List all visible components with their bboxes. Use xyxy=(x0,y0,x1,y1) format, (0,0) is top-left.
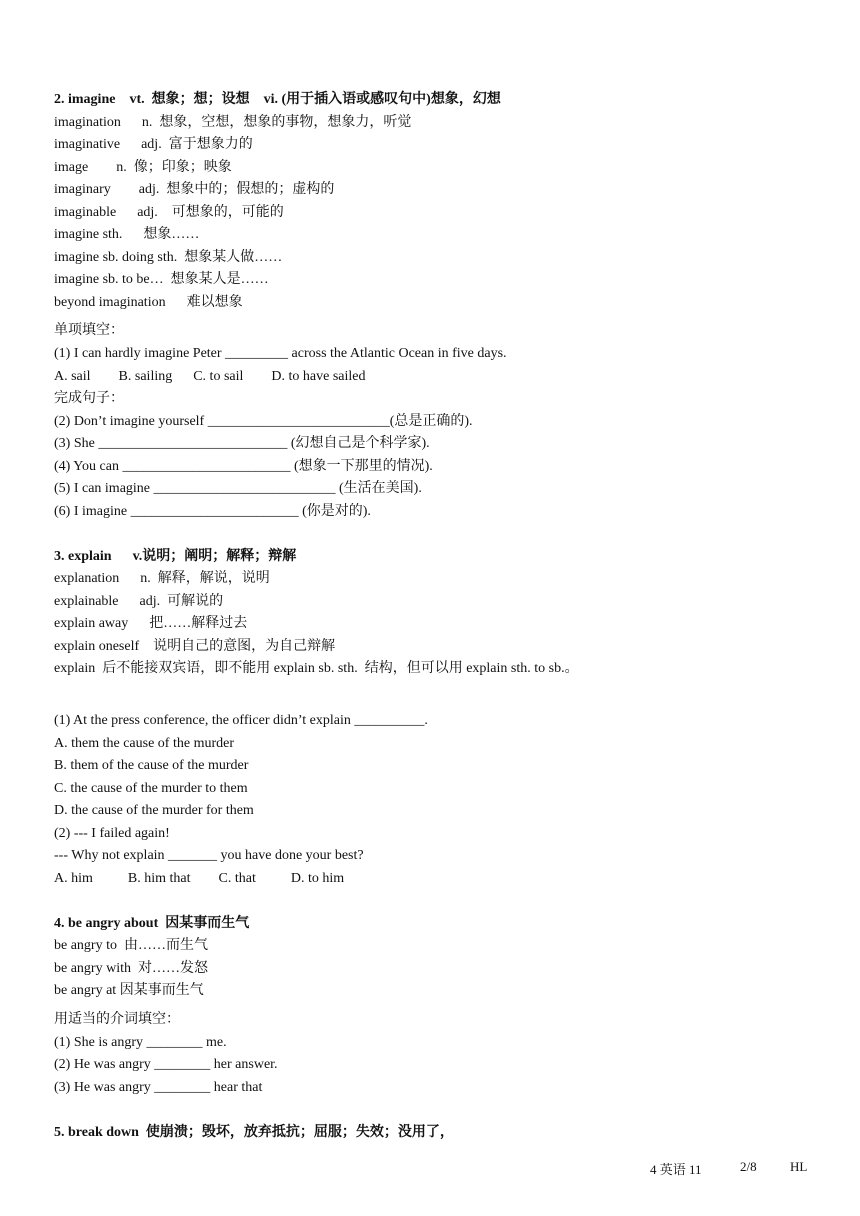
exercise-question: (6) I imagine ________________________ (你是对的). xyxy=(54,504,371,519)
exercise-question: (4) You can ________________________ (想象一下那里的情况). xyxy=(54,459,433,474)
exercise-options: A. sail B. sailing C. to sail D. to have sailed xyxy=(54,369,366,384)
exercise-option: D. the cause of the murder for them xyxy=(54,803,254,818)
exercise-question: (3) He was angry ________ hear that xyxy=(54,1080,263,1095)
footer-doc-label: 4 英语 11 xyxy=(650,1162,702,1177)
vocab-line: imaginable adj. 可想象的，可能的 xyxy=(54,205,284,220)
section-heading: 3. explain v.说明；阐明；解释；辩解 xyxy=(54,549,297,564)
phrase-line: be angry with 对……发怒 xyxy=(54,961,208,976)
phrase-line: be angry to 由……而生气 xyxy=(54,938,208,953)
vocab-line: explainable adj. 可解说的 xyxy=(54,594,224,609)
vocab-line: imagination n. 想象，空想，想象的事物，想象力，听觉 xyxy=(54,115,412,130)
exercise-heading: 完成句子： xyxy=(54,391,124,406)
vocab-line: imaginary adj. 想象中的；假想的；虚构的 xyxy=(54,182,335,197)
section-heading: 5. break down 使崩溃；毁坏，放弃抵抗；屈服；失效；没用了， xyxy=(54,1125,454,1140)
exercise-option: C. the cause of the murder to them xyxy=(54,781,248,796)
phrase-line: be angry at 因某事而生气 xyxy=(54,983,204,998)
exercise-question: (5) I can imagine __________________________ (生活在美国). xyxy=(54,481,422,496)
page-number: 2/8 xyxy=(740,1159,757,1174)
exercise-question: --- Why not explain _______ you have done your best? xyxy=(54,848,364,863)
exercise-question: (2) He was angry ________ her answer. xyxy=(54,1057,278,1072)
phrase-line: explain oneself 说明自己的意图，为自己辩解 xyxy=(54,639,336,654)
vocab-line: imaginative adj. 富于想象力的 xyxy=(54,137,253,152)
exercise-options: A. him B. him that C. that D. to him xyxy=(54,871,345,886)
exercise-question: (1) At the press conference, the officer didn’t explain __________. xyxy=(54,713,428,728)
exercise-heading: 单项填空： xyxy=(54,323,124,338)
exercise-option: B. them of the cause of the murder xyxy=(54,758,249,773)
phrase-line: imagine sth. 想象…… xyxy=(54,227,200,242)
vocab-line: explanation n. 解释，解说，说明 xyxy=(54,571,270,586)
exercise-question: (3) She ___________________________ (幻想自己是个科学家). xyxy=(54,436,430,451)
exercise-question: (1) She is angry ________ me. xyxy=(54,1035,227,1050)
exercise-heading: 用适当的介词填空： xyxy=(54,1012,180,1027)
exercise-option: A. them the cause of the murder xyxy=(54,736,234,751)
exercise-question: (2) Don’t imagine yourself __________________________(总是正确的). xyxy=(54,414,473,429)
footer-initials: HL xyxy=(790,1159,808,1174)
phrase-line: imagine sb. to be… 想象某人是…… xyxy=(54,272,269,287)
usage-note: explain 后不能接双宾语，即不能用 explain sb. sth. 结构，但可以用 explain sth. to sb.。 xyxy=(54,661,579,676)
phrase-line: explain away 把……解释过去 xyxy=(54,616,248,631)
phrase-line: imagine sb. doing sth. 想象某人做…… xyxy=(54,250,283,265)
exercise-question: (2) --- I failed again! xyxy=(54,826,170,841)
phrase-line: beyond imagination 难以想象 xyxy=(54,295,243,310)
section-heading: 2. imagine vt. 想象；想；设想 vi. (用于插入语或感叹句中)想象，幻想 xyxy=(54,92,501,107)
section-heading: 4. be angry about 因某事而生气 xyxy=(54,916,250,931)
vocab-line: image n. 像；印象；映象 xyxy=(54,160,232,175)
exercise-question: (1) I can hardly imagine Peter _________ across the Atlantic Ocean in five days. xyxy=(54,346,507,361)
